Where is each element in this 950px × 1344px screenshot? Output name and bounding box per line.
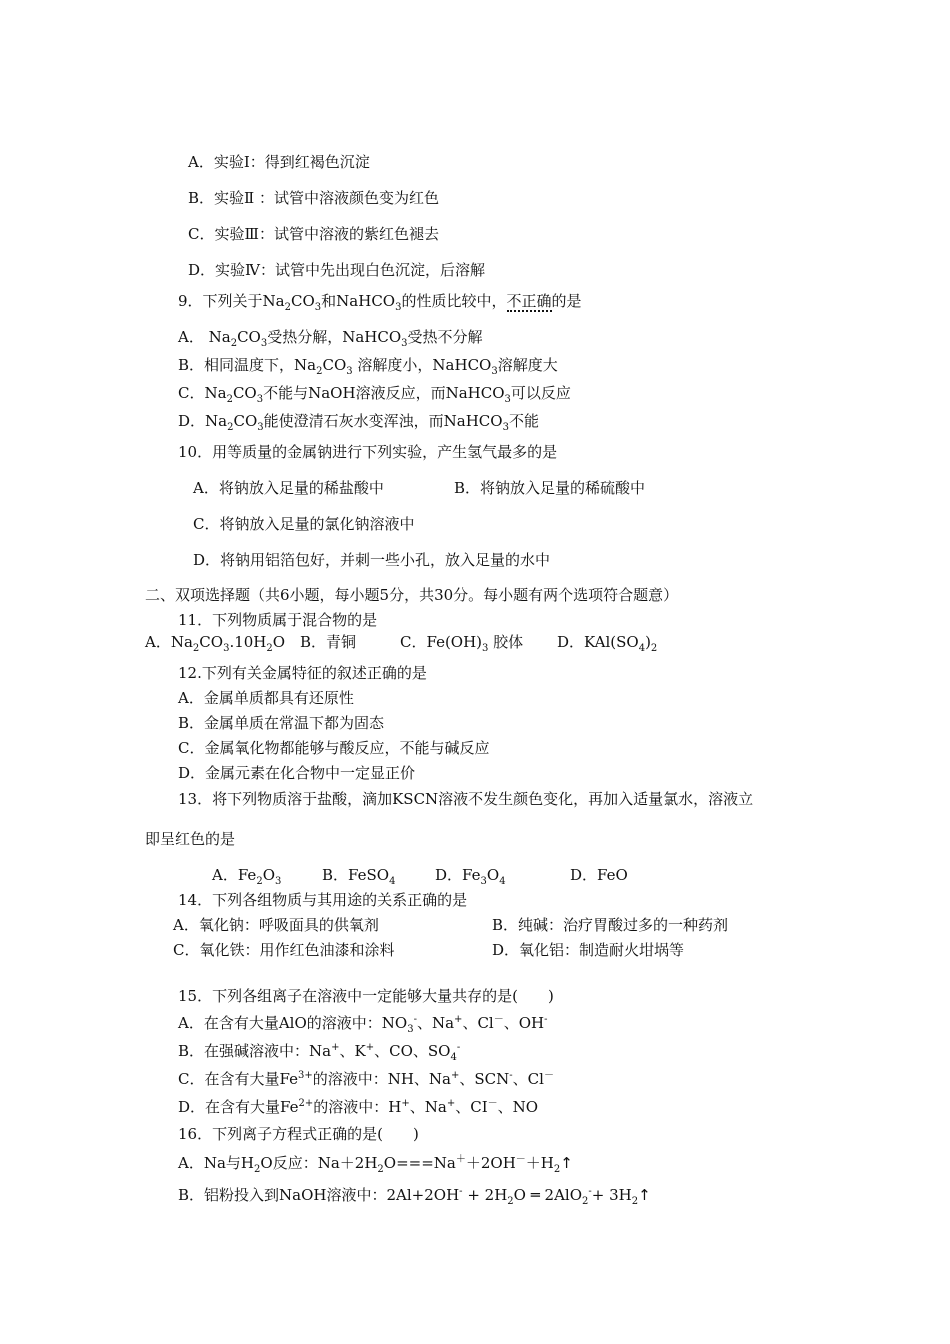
q14-stem: 14．下列各组物质与其用途的关系正确的是 bbox=[178, 891, 468, 909]
q8-option-c: C．实验Ⅲ：试管中溶液的紫红色褪去 bbox=[188, 225, 439, 243]
q11-option-c: C．$Fe(OH)_3$ 胶体 bbox=[400, 633, 524, 654]
q11-stem: 11．下列物质属于混合物的是 bbox=[178, 611, 378, 629]
q10-option-a: A．将钠放入足量的稀盐酸中 bbox=[193, 479, 384, 497]
q12-option-d: D．金属元素在化合物中一定显正价 bbox=[178, 764, 416, 782]
q14-option-b: B．纯碱：治疗胃酸过多的一种药剂 bbox=[492, 916, 729, 934]
q14-option-d: D．氧化铝：制造耐火坩埚等 bbox=[492, 941, 685, 959]
q8-option-a: A．实验Ⅰ：得到红褐色沉淀 bbox=[188, 153, 370, 171]
q16-option-b: B．铝粉投入到NaOH溶液中：$2Al+2OH^- + 2H_2O$ ═ $2AlO_2^-+ 3H_2↑$ bbox=[178, 1186, 651, 1207]
q16-stem: 16．下列离子方程式正确的是( ) bbox=[178, 1125, 419, 1143]
q15-option-a: A．在含有大量AlO的溶液中：$NO_3^-$、Na+、Cl－、OH- bbox=[178, 1014, 548, 1035]
q13-option-c: D．$Fe_3O_4$ bbox=[435, 866, 506, 887]
q9-option-b: B．相同温度下，$Na_2CO_3$ 溶解度小，NaHCO$_3$溶解度大 bbox=[178, 356, 558, 377]
q11-option-b: B．青铜 bbox=[300, 633, 357, 651]
q15-option-b: B．在强碱溶液中：Na+、K+、CO、$SO_4^-$ bbox=[178, 1042, 461, 1063]
q9-option-a: A． $Na_2CO_3$受热分解，NaHCO$_3$受热不分解 bbox=[178, 328, 483, 349]
q14-option-c: C．氧化铁：用作红色油漆和涂料 bbox=[173, 941, 395, 959]
q11-option-d: D．$KAl(SO_4)_2$ bbox=[557, 633, 658, 654]
q12-stem: 12.下列有关金属特征的叙述正确的是 bbox=[178, 664, 427, 682]
q14-option-a: A．氧化钠：呼吸面具的供氧剂 bbox=[173, 916, 379, 934]
q13-option-d: D．FeO bbox=[570, 866, 628, 884]
q10-option-c: C．将钠放入足量的氯化钠溶液中 bbox=[193, 515, 415, 533]
q15-stem: 15．下列各组离子在溶液中一定能够大量共存的是( ) bbox=[178, 987, 554, 1005]
q16-option-a: A．Na与$H_2O$反应：$Na+2H_2O===Na^++2OH^-+H_2↑$ bbox=[178, 1154, 573, 1175]
q8-option-d: D．实验Ⅳ：试管中先出现白色沉淀，后溶解 bbox=[188, 261, 486, 279]
q12-option-a: A．金属单质都具有还原性 bbox=[178, 689, 354, 707]
q9-option-d: D．$Na_2CO_3$能使澄清石灰水变浑浊，而NaHCO$_3$不能 bbox=[178, 412, 539, 433]
q9-option-c: C．$Na_2CO_3$不能与NaOH溶液反应，而NaHCO$_3$可以反应 bbox=[178, 384, 571, 405]
q13-option-a: A．$Fe_2O_3$ bbox=[212, 866, 282, 887]
q8-option-b: B．实验Ⅱ ：试管中溶液颜色变为红色 bbox=[188, 189, 439, 207]
q11-option-a: A．$Na_2CO_3.10H_2O$ bbox=[145, 633, 286, 654]
q10-stem: 10．用等质量的金属钠进行下列实验，产生氢气最多的是 bbox=[178, 443, 558, 461]
q13-stem-line1: 13．将下列物质溶于盐酸，滴加KSCN溶液不发生颜色变化，再加入适量氯水，溶液立 bbox=[178, 790, 754, 808]
q10-option-b: B．将钠放入足量的稀硫酸中 bbox=[454, 479, 646, 497]
q12-option-c: C．金属氧化物都能够与酸反应，不能与碱反应 bbox=[178, 739, 490, 757]
q12-option-b: B．金属单质在常温下都为固态 bbox=[178, 714, 385, 732]
q13-stem-line2: 即呈红色的是 bbox=[145, 830, 236, 848]
section-heading: 二、双项选择题（共6小题，每小题5分，共30分。每小题有两个选项符合题意） bbox=[145, 586, 679, 604]
q10-option-d: D．将钠用铝箔包好，并刺一些小孔，放入足量的水中 bbox=[193, 551, 551, 569]
q15-option-c: C．在含有大量$Fe^{3+}$的溶液中：NH、Na+、SCN-、Cl－ bbox=[178, 1070, 554, 1088]
q15-option-d: D．在含有大量$Fe^{2+}$的溶液中：H+、Na+、CI－、NO bbox=[178, 1098, 539, 1116]
q9-emphasis: 不正确 bbox=[506, 292, 552, 310]
q13-option-b: B．FeSO$_4$ bbox=[322, 866, 396, 887]
q9-stem: 9．下列关于$Na_2CO_3$和NaHCO$_3$的性质比较中，不正确的是 bbox=[178, 292, 582, 313]
